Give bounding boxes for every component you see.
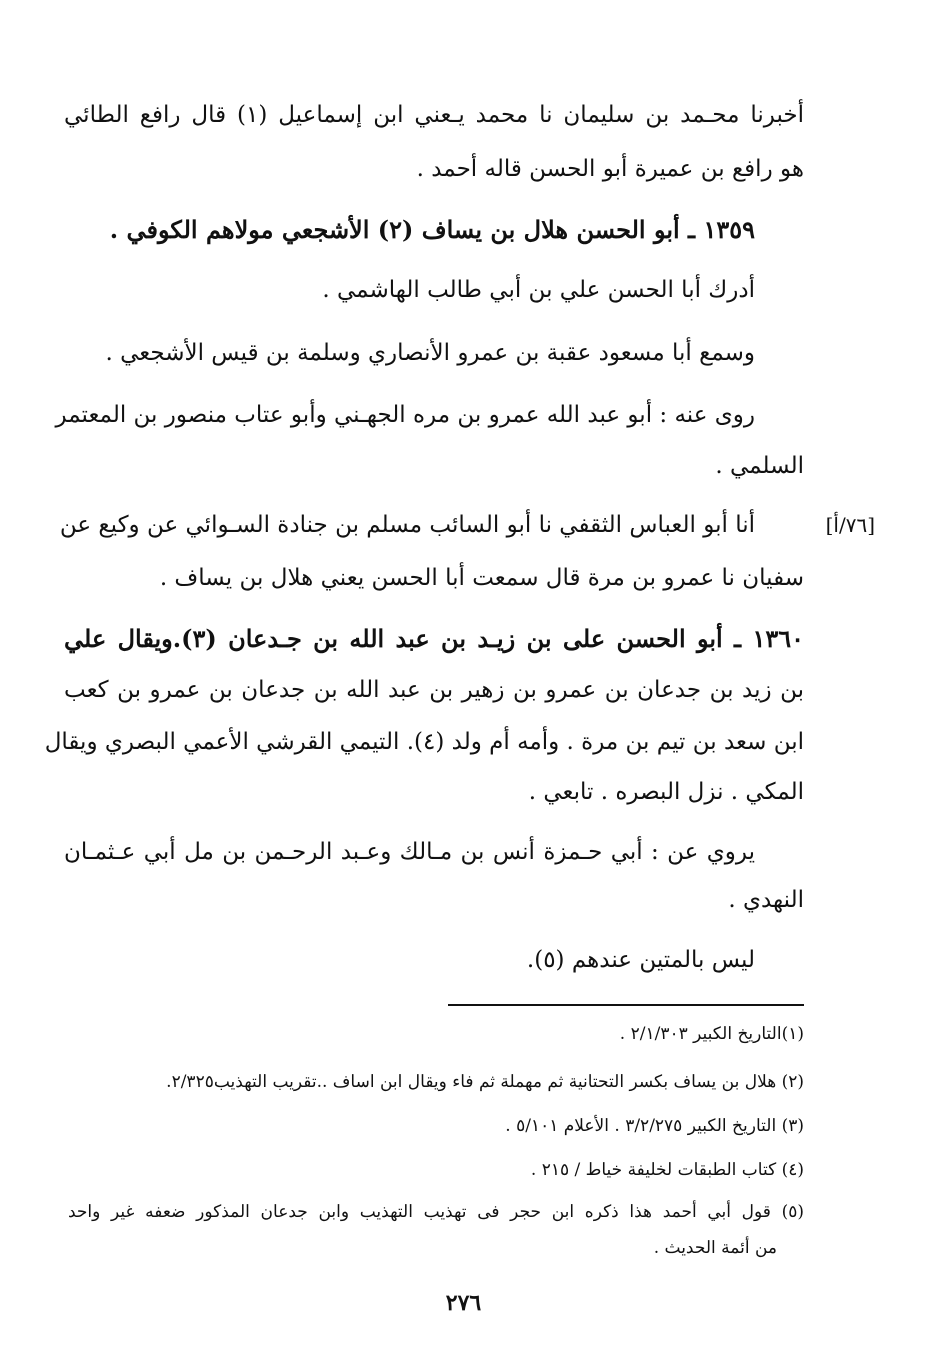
footnote-2: (٢) هلال بن يساف بكسر التحتانية ثم مهملة ثم فاء ويقال ابن اساف ..تقريب التهذيب٢/٣٢٥. (166, 1072, 804, 1092)
body-line-1: أخبرنا محـمد بن سليمان نا محمد يـعني ابن إسماعيل (١) قال رافع الطائي (64, 102, 804, 128)
body-line-6: روى عنه : أبو عبد الله عمرو بن مره الجهـني وأبو عتاب منصور بن المعتمر (55, 402, 755, 428)
footnote-5-continued: من أئمة الحديث . (653, 1238, 777, 1258)
footnote-5: (٥) قول أبي أحمد هذا ذكره ابن حجر فى تهذيب التهذيب وابن جدعان المذكور ضعفه غير واحد (68, 1202, 804, 1222)
footnote-3: (٣) التاريخ الكبير ٣/٢/٢٧٥ . الأعلام ٥/١٠١ . (505, 1116, 804, 1136)
body-line-15: النهدي . (728, 887, 804, 913)
body-line-5: وسمع أبا مسعود عقبة بن عمرو الأنصاري وسلمة بن قيس الأشجعي . (105, 340, 755, 366)
marginal-folio-note: [٧٦/أ] (825, 513, 875, 537)
body-line-2: هو رافع بن عميرة أبو الحسن قاله أحمد . (416, 156, 804, 182)
footnote-separator (448, 1004, 804, 1006)
body-line-11: بن زيد بن جدعان بن عمرو بن زهير بن عبد الله بن جدعان بن عمرو بن كعب (64, 677, 804, 703)
body-line-16: ليس بالمتين عندهم (٥). (526, 947, 755, 973)
entry-heading-1360: ١٣٦٠ ـ أبو الحسن على بن زيـد بن عبد الله بن جـدعان (٣).ويقال علي (64, 624, 804, 653)
body-line-13: المكي . نزل البصره . تابعي . (528, 779, 804, 805)
footnote-4: (٤) كتاب الطبقات لخليفة خياط / ٢١٥ . (530, 1160, 804, 1180)
footnote-1: (١)التاريخ الكبير ٢/١/٣٠٣ . (619, 1024, 804, 1044)
body-line-8: أنا أبو العباس الثقفي نا أبو السائب مسلم بن جنادة السـوائي عن وكيع عن (59, 512, 755, 538)
body-line-9: سفيان نا عمرو بن مرة قال سمعت أبا الحسن يعني هلال بن يساف . (159, 565, 804, 591)
body-line-4: أدرك أبا الحسن علي بن أبي طالب الهاشمي . (322, 277, 755, 303)
body-line-12: ابن سعد بن تيم بن مرة . وأمه أم ولد (٤). التيمي القرشي الأعمي البصري ويقال (44, 729, 804, 755)
body-line-14: يروي عن : أبي حـمزة أنس بن مـالك وعـبد الرحـمن بن مل أبي عـثمـان (64, 839, 755, 865)
body-line-7: السلمي . (715, 453, 804, 479)
page-number: ٢٧٦ (445, 1290, 482, 1316)
entry-heading-1359: ١٣٥٩ ـ أبو الحسن هلال بن يساف (٢) الأشجعي مولاهم الكوفي . (109, 215, 755, 244)
